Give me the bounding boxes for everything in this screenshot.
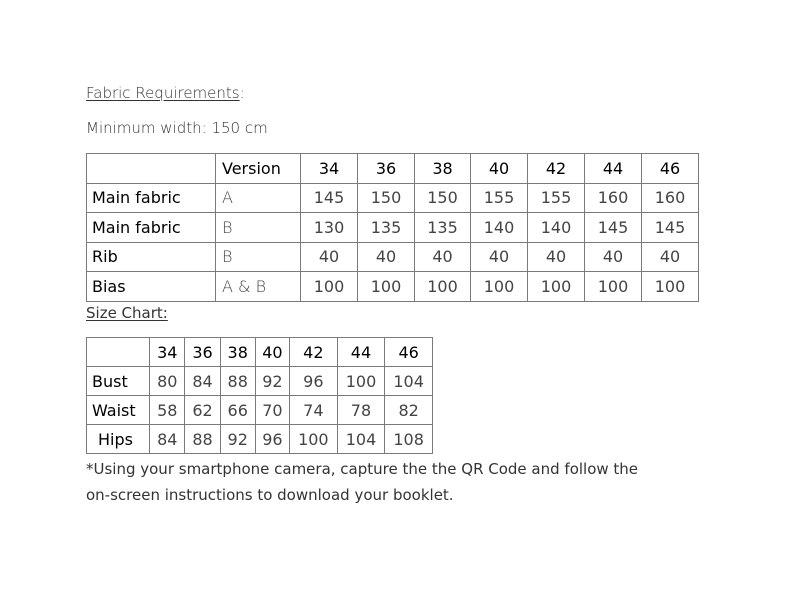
fabric-row-label: Main fabric — [87, 213, 216, 243]
fabric-requirements-table — [86, 153, 699, 302]
size-header: 40 — [471, 154, 528, 184]
fabric-cell: 40 — [358, 242, 415, 272]
fabric-cell: 40 — [642, 242, 699, 272]
fabric-cell: 40 — [585, 242, 642, 272]
size-chart-heading: Size Chart: — [86, 304, 168, 322]
fabric-cell: 100 — [585, 272, 642, 302]
size-header: 38 — [415, 154, 471, 184]
size-cell: 58 — [150, 396, 185, 425]
fabric-cell: 145 — [642, 213, 699, 243]
size-cell: 74 — [290, 396, 338, 425]
fabric-cell: 140 — [528, 213, 585, 243]
size-cell: 88 — [220, 367, 255, 396]
fabric-requirements-title: Fabric Requirements — [86, 84, 240, 102]
size-header: 46 — [385, 338, 433, 367]
size-header: 40 — [255, 338, 289, 367]
fabric-row — [87, 213, 699, 243]
size-corner-cell — [87, 338, 150, 367]
fabric-cell: 150 — [415, 183, 471, 213]
fabric-cell: 40 — [528, 242, 585, 272]
size-cell: 84 — [185, 367, 220, 396]
fabric-cell: 135 — [358, 213, 415, 243]
size-cell: 88 — [185, 425, 220, 454]
size-cell: 96 — [290, 367, 338, 396]
size-row — [87, 396, 433, 425]
fabric-row — [87, 183, 699, 213]
size-header: 44 — [337, 338, 385, 367]
size-row — [87, 367, 433, 396]
fabric-cell: 40 — [471, 242, 528, 272]
minimum-width-text: Minimum width: 150 cm — [86, 119, 268, 137]
fabric-cell: 100 — [415, 272, 471, 302]
fabric-cell: 140 — [471, 213, 528, 243]
fabric-cell: 160 — [642, 183, 699, 213]
size-row — [87, 425, 433, 454]
size-header: 44 — [585, 154, 642, 184]
fabric-row-version: A & B — [216, 272, 301, 302]
size-header: 42 — [290, 338, 338, 367]
size-header: 46 — [642, 154, 699, 184]
size-cell: 104 — [337, 425, 385, 454]
size-row-label: Hips — [87, 425, 150, 454]
size-cell: 96 — [255, 425, 289, 454]
fabric-cell: 135 — [415, 213, 471, 243]
fabric-cell: 145 — [301, 183, 358, 213]
size-cell: 84 — [150, 425, 185, 454]
fabric-row-version: A — [216, 183, 301, 213]
fabric-row-label: Rib — [87, 242, 216, 272]
size-cell: 108 — [385, 425, 433, 454]
size-header: 42 — [528, 154, 585, 184]
size-row-label: Waist — [87, 396, 150, 425]
fabric-row-label: Bias — [87, 272, 216, 302]
fabric-cell: 160 — [585, 183, 642, 213]
size-header: 36 — [358, 154, 415, 184]
fabric-row — [87, 272, 699, 302]
fabric-cell: 100 — [358, 272, 415, 302]
size-header: 34 — [150, 338, 185, 367]
fabric-cell: 155 — [528, 183, 585, 213]
size-cell: 80 — [150, 367, 185, 396]
size-row-label: Bust — [87, 367, 150, 396]
fabric-cell: 150 — [358, 183, 415, 213]
fabric-cell: 145 — [585, 213, 642, 243]
fabric-row — [87, 242, 699, 272]
size-cell: 62 — [185, 396, 220, 425]
fabric-cell: 100 — [642, 272, 699, 302]
size-cell: 66 — [220, 396, 255, 425]
size-cell: 104 — [385, 367, 433, 396]
version-header: Version — [216, 154, 301, 184]
qr-code-footnote: *Using your smartphone camera, capture the the QR Code and follow the on-screen instructions to download your booklet. — [86, 460, 639, 504]
size-cell: 78 — [337, 396, 385, 425]
size-header: 36 — [185, 338, 220, 367]
size-header-row — [87, 338, 433, 367]
fabric-row-label: Main fabric — [87, 183, 216, 213]
fabric-cell: 130 — [301, 213, 358, 243]
size-chart-table — [86, 337, 433, 454]
size-header: 38 — [220, 338, 255, 367]
fabric-cell: 100 — [301, 272, 358, 302]
size-cell: 82 — [385, 396, 433, 425]
size-cell: 70 — [255, 396, 289, 425]
fabric-header-row — [87, 154, 699, 184]
fabric-cell: 40 — [301, 242, 358, 272]
size-cell: 100 — [337, 367, 385, 396]
fabric-cell: 100 — [528, 272, 585, 302]
size-cell: 100 — [290, 425, 338, 454]
fabric-row-version: B — [216, 213, 301, 243]
fabric-cell: 100 — [471, 272, 528, 302]
fabric-cell: 155 — [471, 183, 528, 213]
size-cell: 92 — [255, 367, 289, 396]
fabric-cell: 40 — [415, 242, 471, 272]
size-cell: 92 — [220, 425, 255, 454]
fabric-requirements-colon: : — [239, 84, 245, 102]
fabric-requirements-heading — [86, 84, 245, 102]
size-header: 34 — [301, 154, 358, 184]
fabric-row-version: B — [216, 242, 301, 272]
fabric-corner-cell — [87, 154, 216, 184]
